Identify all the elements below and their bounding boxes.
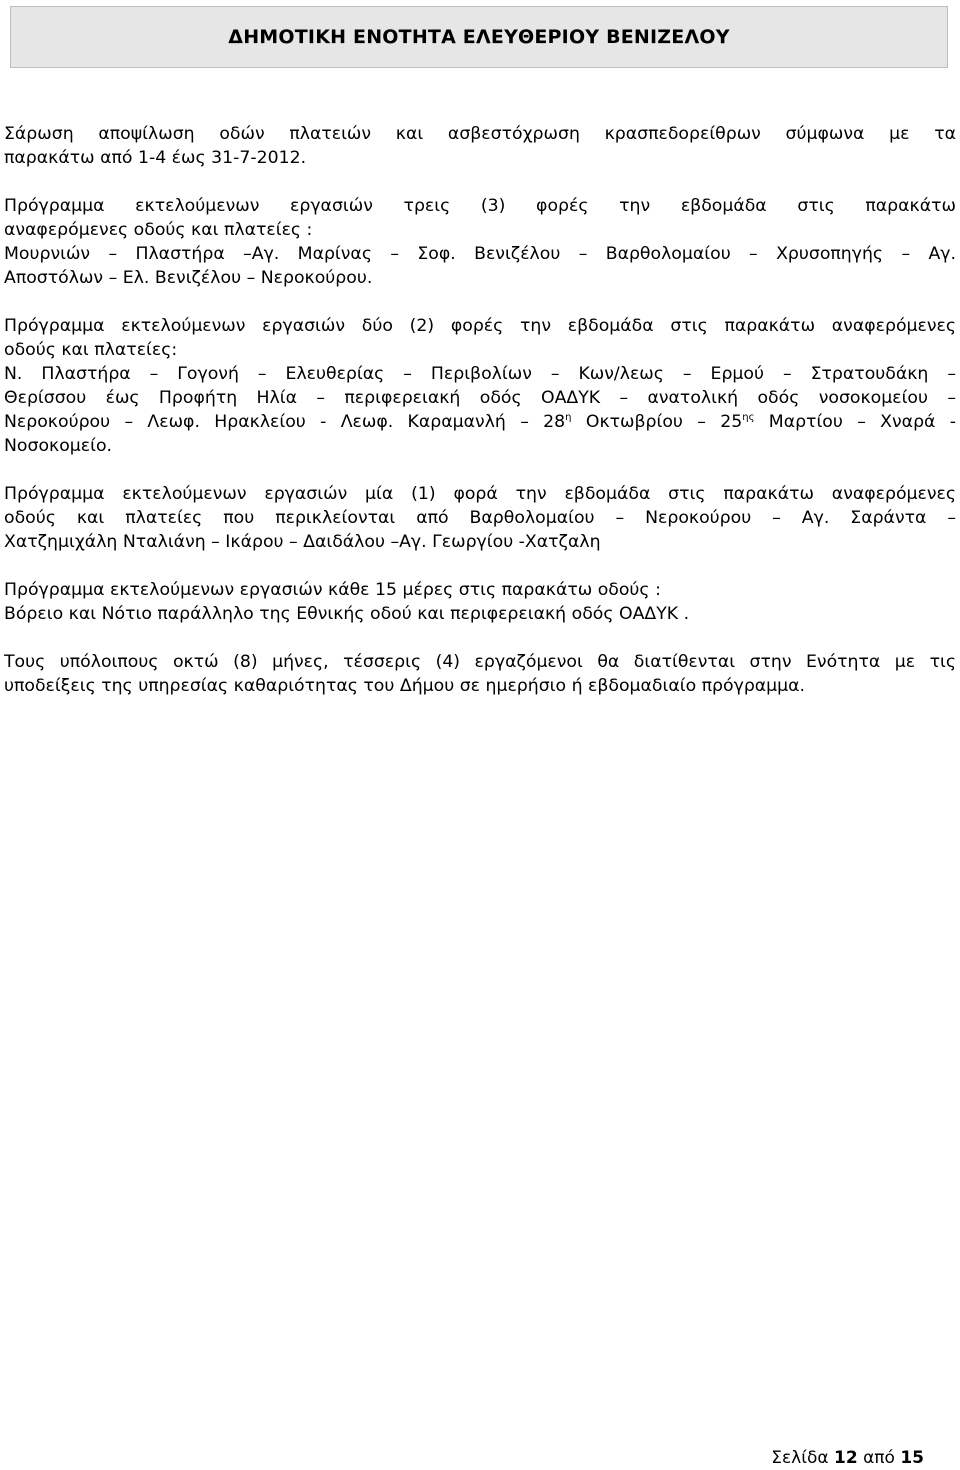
paragraph-once-weekly xyxy=(4,482,956,554)
page-title: ΔΗΜΟΤΙΚΗ ΕΝΟΤΗΤΑ ΕΛΕΥΘΕΡΙΟΥ ΒΕΝΙΖΕΛΟΥ xyxy=(228,26,730,48)
text-line: Πρόγραμμα εκτελούμενων εργασιών τρεις (3) φορές την εβδομάδα στις παρακάτω xyxy=(4,196,956,216)
text-line xyxy=(4,410,956,434)
text-line: Πρόγραμμα εκτελούμενων εργασιών μία (1) φορά την εβδομάδα στις παρακάτω αναφερόμενες xyxy=(4,484,956,504)
paragraph-three-times-weekly xyxy=(4,194,956,290)
document-body xyxy=(4,122,956,722)
text-line: αναφερόμενες οδούς και πλατείες : xyxy=(4,220,313,240)
page-footer xyxy=(771,1446,924,1470)
superscript: ης xyxy=(742,412,755,423)
text-line: Ν. Πλαστήρα – Γογονή – Ελευθερίας – Περιβολίων – Κων/λεως – Ερμού – Στρατουδάκη – xyxy=(4,364,956,384)
paragraph-sweeping-period xyxy=(4,122,956,170)
text-line: Πρόγραμμα εκτελούμενων εργασιών δύο (2) φορές την εβδομάδα στις παρακάτω αναφερόμενες xyxy=(4,316,956,336)
text-line: Νοσοκομείο. xyxy=(4,436,113,456)
text-line: Αποστόλων – Ελ. Βενιζέλου – Νεροκούρου. xyxy=(4,268,373,288)
paragraph-every-15-days xyxy=(4,578,956,626)
text-line: οδούς και πλατείες: xyxy=(4,340,178,360)
text-segment: Νεροκούρου – Λεωφ. Ηρακλείου - Λεωφ. Καραμανλή – 28 xyxy=(4,412,566,432)
text-segment: Μαρτίου – Χναρά - xyxy=(754,412,956,432)
text-line: οδούς και πλατείες που περικλείονται από Βαρθολομαίου – Νεροκούρου – Αγ. Σαράντα – xyxy=(4,508,956,528)
text-line: υποδείξεις της υπηρεσίας καθαριότητας του Δήμου σε ημερήσιο ή εβδομαδιαίο πρόγραμμα. xyxy=(4,676,806,696)
superscript: η xyxy=(565,412,572,423)
paragraph-twice-weekly xyxy=(4,314,956,458)
text-line: Σάρωση αποψίλωση οδών πλατειών και ασβεστόχρωση κρασπεδορείθρων σύμφωνα με τα xyxy=(4,124,956,144)
paragraph-remaining-months xyxy=(4,650,956,698)
of-label: από xyxy=(863,1448,895,1468)
text-line: Τους υπόλοιπους οκτώ (8) μήνες, τέσσερις (4) εργαζόμενοι θα διατίθενται στην Ενότητα με τις xyxy=(4,652,956,672)
text-line: παρακάτω από 1-4 έως 31-7-2012. xyxy=(4,148,307,168)
text-line: Βόρειο και Νότιο παράλληλο της Εθνικής οδού και περιφερειακή οδός ΟΑΔΥΚ . xyxy=(4,604,690,624)
page-label: Σελίδα xyxy=(771,1448,829,1468)
text-line: Θερίσσου έως Προφήτη Ηλία – περιφερειακή οδός ΟΑΔΥΚ – ανατολική οδός νοσοκομείου – xyxy=(4,388,956,408)
total-pages: 15 xyxy=(900,1448,924,1468)
text-line: Πρόγραμμα εκτελούμενων εργασιών κάθε 15 μέρες στις παρακάτω οδούς : xyxy=(4,580,661,600)
page-number: 12 xyxy=(834,1448,858,1468)
text-line: Χατζημιχάλη Νταλιάνη – Ικάρου – Δαιδάλου –Αγ. Γεωργίου -Χατζαλη xyxy=(4,532,601,552)
text-line: Μουρνιών – Πλαστήρα –Αγ. Μαρίνας – Σοφ. Βενιζέλου – Βαρθολομαίου – Χρυσοπηγής – Αγ. xyxy=(4,244,956,264)
text-segment: Οκτωβρίου – 25 xyxy=(571,412,743,432)
header-box xyxy=(10,6,948,68)
